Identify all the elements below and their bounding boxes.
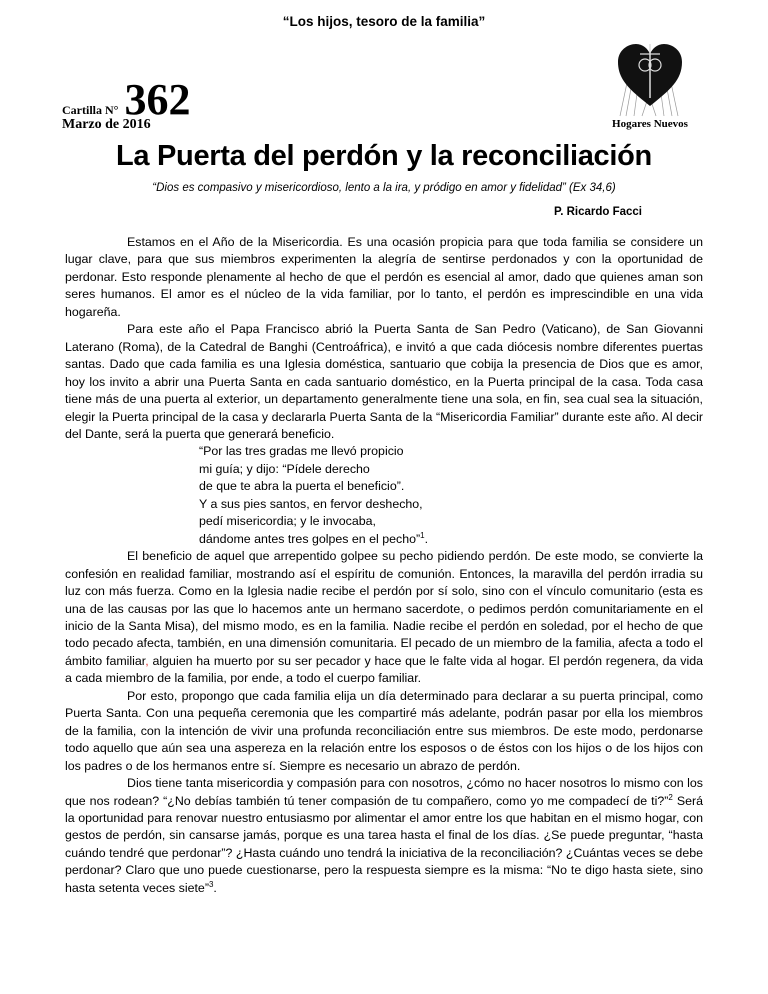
paragraph-text: El beneficio de aquel que arrepentido golpee su pecho pidiendo perdón. De este modo, se convierte la confesión en realidad familiar, mostrando así el espíritu de comunión. Entonces, la maravilla del perdón irradia su luz con más fuerza. Como en la Iglesia nadie recibe el perdón por sí solo, sino con el vínculo comunitario (esta es una de las causas por las que lo hacemos ante un hermano sacerdote, o pedimos perdón comunitariamente en el inicio de la Santa Misa), del mismo modo, es en la familia. Nadie recibe el perdón en soledad, por el hecho de que todo pecado afecta, también, en una dimensión comunitaria. El pecado de un miembro de la familia, afecta a todo el ámbito familiar [65, 549, 703, 668]
cartilla-value: 362 [124, 75, 191, 124]
poem-line-last [199, 531, 703, 548]
paragraph-text: alguien ha muerto por su ser pecador y hace que le falte vida al hogar. El perdón regenera, da vida a cada miembro de la familia, por ende, a todo el cuerpo familiar. [65, 653, 703, 686]
poem-line: mi guía; y dijo: “Pídele derecho [199, 461, 370, 476]
poem-line: pedí misericordia; y le invocaba, [199, 514, 376, 529]
poem-line: dándome antes tres golpes en el pecho” [199, 531, 421, 546]
dante-poem [65, 443, 703, 548]
footnote-mark: 3 [208, 879, 214, 889]
footnote-mark: 1 [420, 530, 425, 540]
paragraph: Estamos en el Año de la Misericordia. Es una ocasión propicia para que toda familia se considere un lugar clave, para que sus miembros experimenten la alegría de sentirse perdonados y con la oportunidad de perdonar. Esto responde plenamente al hecho de que el perdón es esencial al amor, dado que quienes aman son seres humanos. El amor es el núcleo de la vida familiar, por lo tanto, el perdón es imprescindible en una vida hogareña. [65, 235, 703, 319]
punctuation: . [424, 531, 429, 546]
poem-line: de que te abra la puerta el beneficio”. [199, 479, 405, 494]
cartilla-label: Cartilla N° [62, 103, 119, 117]
hogares-nuevos-logo [590, 38, 710, 130]
author-name: P. Ricardo Facci [554, 206, 642, 218]
paragraph-text: Dios tiene tanta misericordia y compasión para con nosotros, ¿cómo no hacer nosotros lo mismo con los que nos rodean? “¿No debías también tú tener compasión de tu compañero, como yo me compadecí de ti?” [65, 776, 703, 808]
paragraph [65, 548, 703, 688]
issue-date: Marzo de 2016 [62, 117, 151, 132]
article-body [65, 234, 703, 897]
paragraph: Para este año el Papa Francisco abrió la Puerta Santa de San Pedro (Vaticano), de San Giovanni Laterano (Roma), de la Catedral de Banghi (Centroáfrica), e invitó a que cada diócesis nombre diferentes puertas santas. Dado que cada familia es una Iglesia doméstica, santuario que cobija la presencia de Dios que es amor, hoy los invito a abrir una Puerta Santa en cada santuario doméstico, en la Puerta principal de la casa. Toda casa tiene más de una puerta al exterior, un departamento generalmente tiene una sola, en fin, sea cual sea la situación, elegir la Puerta principal de la casa y declararla Puerta Santa de la “Misericordia Familiar” durante este año. Al decir del Dante, será la puerta que generará beneficio. [65, 322, 703, 441]
document-motto: “Los hijos, tesoro de la familia” [282, 14, 486, 29]
poem-line: Y a sus pies santos, en fervor deshecho, [199, 496, 423, 511]
paragraph: Por esto, propongo que cada familia elija un día determinado para declarar a su puerta principal, como Puerta Santa. Con una pequeña ceremonia que les compartiré más adelante, podrán pasar por ella los miembros de la familia, con la intención de vivir una profunda reconciliación entre sus miembros. De este modo, perdonarse todo aquello que aún sea una aspereza en la relación entre los esposos o de éstos con los hijos o de los hijos con los padres o de los hermanos entre sí. Siempre es necesario un abrazo de perdón. [65, 688, 703, 773]
punctuation: . [213, 880, 217, 895]
punctuation: , [145, 653, 149, 668]
logo-text: Hogares Nuevos [612, 118, 688, 130]
footnote-mark: 2 [668, 792, 673, 802]
heart-hands-icon [590, 38, 710, 118]
cartilla-number [62, 75, 191, 124]
paragraph-text: Será la oportunidad para renovar nuestro entusiasmo por alimentar el amor entre los que habitan en el mismo hogar, con gestos de perdón, sin cansarse jamás, porque es una tarea hasta el final de los días. ¿Se puede preguntar, “hasta cuándo tendré que perdonar”? ¿Hasta cuándo uno tendrá la iniciativa de la reconciliación? ¿Cuántas veces se debe perdonar? Claro que uno puede cuestionarse, pero la respuesta siempre es la misma: “No te digo hasta siete, sino hasta setenta veces siete” [65, 793, 703, 895]
page-title: La Puerta del perdón y la reconciliación [116, 140, 652, 172]
epigraph-quote: “Dios es compasivo y misericordioso, lento a la ira, y pródigo en amor y fidelidad” (Ex 34,6) [152, 182, 616, 194]
poem-line: “Por las tres gradas me llevó propicio [199, 444, 404, 459]
paragraph [65, 775, 703, 897]
